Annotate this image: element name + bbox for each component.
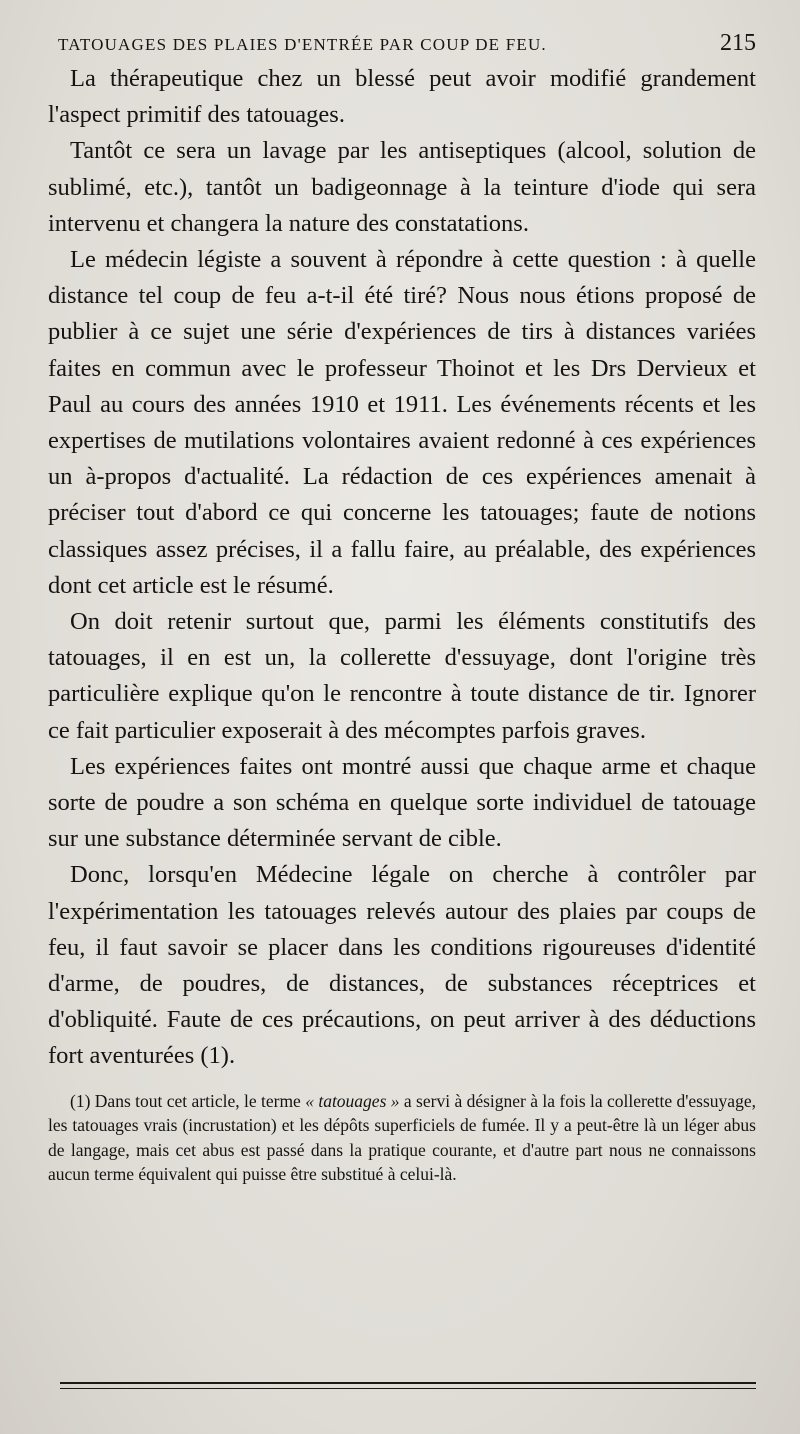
page-number: 215 (720, 30, 756, 56)
bottom-rule-thick (60, 1382, 756, 1384)
footnote-term: « tatouages » (305, 1090, 400, 1111)
body-text (48, 61, 756, 1075)
paragraph-5: Les expériences faites ont montré aussi que chaque arme et chaque sorte de poudre a son schéma en quelque sorte individuel de tatouage sur une substance déterminée servant de cible. (48, 752, 756, 853)
footnote (48, 1089, 756, 1187)
running-title: TATOUAGES DES PLAIES D'ENTRÉE PAR COUP DE FEU. (58, 35, 547, 54)
paragraph-4: On doit retenir surtout que, parmi les éléments constitutifs des tatouages, il en est un, la collerette d'essuyage, dont l'origine très particulière explique qu'on le rencontre à toute distance de tir. Ignorer ce fait particulier exposerait à des mécomptes parfois graves. (48, 608, 756, 744)
bottom-rule-thin (60, 1388, 756, 1389)
running-header (48, 30, 756, 57)
paragraph-3: Le médecin légiste a souvent à répondre à cette question : à quelle distance tel coup de feu a-t-il été tiré? Nous nous étions proposé de publier à ce sujet une série d'expériences de tirs à distances variées faites en commun avec le professeur Thoinot et les Drs Dervieux et Paul au cours des années 1910 et 1911. Les événements récents et les expertises de mutilations volontaires avaient redonné à ces expériences un à-propos d'actualité. La rédaction de ces expériences amenait à préciser tout d'abord ce qui concerne les tatouages; faute de notions classiques assez précises, il a fallu faire, au préalable, des expériences dont cet article est le résumé. (48, 246, 756, 599)
paragraph-1: La thérapeutique chez un blessé peut avoir modifié grandement l'aspect primitif des tatouages. (48, 65, 756, 129)
paragraph-6: Donc, lorsqu'en Médecine légale on cherche à contrôler par l'expérimentation les tatouages relevés autour des plaies par coups de feu, il faut savoir se placer dans les conditions rigoureuses d'identité d'arme, de poudres, de distances, de substances réceptrices et d'obliquité. Faute de ces précautions, on peut arriver à des déductions fort aventurées (1). (48, 861, 756, 1070)
footnote-rest: a servi à désigner à la fois la collerette d'essuyage, les tatouages vrais (incrustation) et les dépôts superficiels de fumée. Il y a peut-être là un léger abus de langage, mais cet abus est passé dans la pratique courante, et d'autre part nous ne connaissons aucun terme équivalent qui puisse être substitué à celui-là. (48, 1090, 756, 1185)
paragraph-2: Tantôt ce sera un lavage par les antiseptiques (alcool, solution de sublimé, etc.), tantôt un badigeonnage à la teinture d'iode qui sera intervenu et changera la nature des constatations. (48, 137, 756, 237)
footnote-text (48, 1089, 756, 1187)
footnote-lead: (1) Dans tout cet article, le terme (70, 1090, 306, 1111)
